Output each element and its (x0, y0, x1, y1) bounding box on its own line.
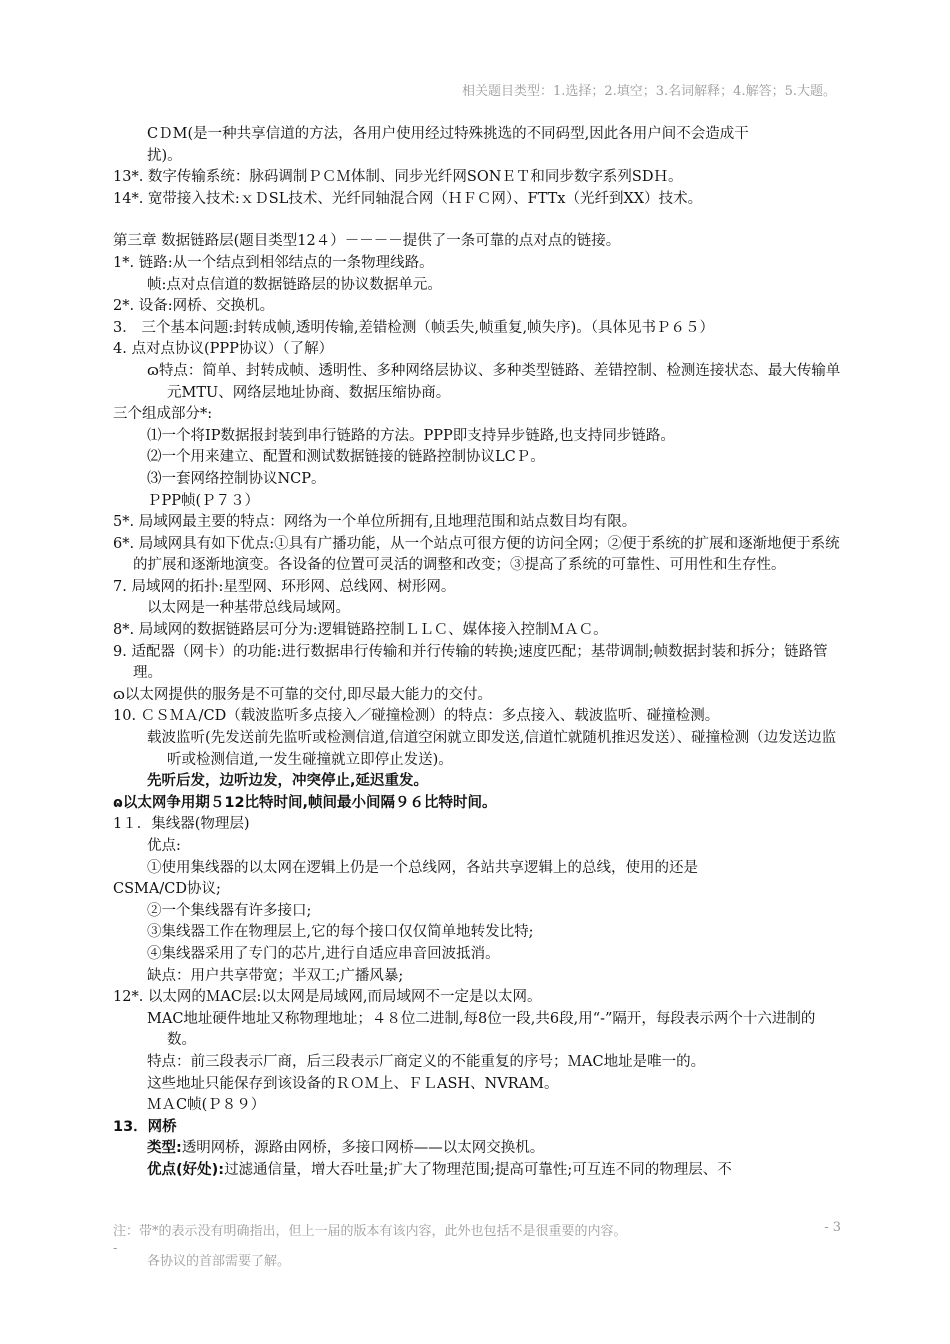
page-header: 相关题目类型：1.选择；2.填空；3.名词解释；4.解答；5.大题。 (461, 84, 836, 99)
bold-lead: 类型: (147, 1140, 182, 1157)
text-line: 12*. 以太网的ＭAC层:以太网是局域网,而局域网不一定是以太网。 (113, 989, 542, 1006)
text-line: ⑶一套网络控制协议NCP。 (147, 470, 326, 487)
text-line: ④集线器采用了专门的芯片,进行自适应串音回波抵消。 (147, 945, 500, 962)
text-line (113, 1138, 841, 1160)
text-line: ɷ以太网争用期５12比特时间,帧间最小间隔９６比特时间。 (113, 794, 497, 811)
text-line: 13．网桥 (113, 1118, 177, 1135)
text-line: 缺点：用户共享带宽；半双工;广播风暴; (147, 967, 404, 984)
text-line: 帧:点对点信道的数据链路层的协议数据单元。 (147, 276, 442, 293)
line-text: 透明网桥，源路由网桥，多接口网桥——以太网交换机。 (181, 1140, 545, 1157)
text-line: 9. 适配器（网卡）的功能:进行数据串行传输和并行传输的转换;速度匹配；基带调制;帧数据封装和拆分；链路管理。 (113, 643, 828, 682)
text-line: 10. ＣＳＭＡ/CD（载波监听多点接入／碰撞检测）的特点：多点接入、载波监听、碰撞检测。 (113, 708, 720, 725)
text-line: ①使用集线器的以太网在逻辑上仍是一个总线网，各站共享逻辑上的总线，使用的还是 (147, 859, 698, 876)
text-line: 3． 三个基本问题:封转成帧,透明传输,差错检测（帧丢失,帧重复,帧失序)。（具体见书Ｐ６５） (113, 319, 715, 336)
text-line: 先听后发，边听边发，冲突停止,延迟重发。 (147, 773, 429, 790)
text-line: 2*. 设备:网桥、交换机。 (113, 298, 275, 315)
text-line: 1*. 链路:从一个结点到相邻结点的一条物理线路。 (113, 254, 434, 271)
text-line: 8*. 局域网的数据链路层可分为:逻辑链路控制ＬＬＣ、媒体接入控制ＭＡＣ。 (113, 622, 608, 639)
line-text: 过滤通信量，增大吞吐量;扩大了物理范围;提高可靠性;可互连不同的物理层、不 (224, 1161, 732, 1178)
text-line: 4. 点对点协议(PPP协议）（了解） (113, 341, 334, 358)
text-line: 5*. 局域网最主要的特点：网络为一个单位所拥有,且地理范围和站点数目均有限。 (113, 514, 637, 531)
text-line: 这些地址只能保存到该设备的ＲＯＭ上、ＦＬASH、NVRAM。 (147, 1075, 559, 1092)
footnote-secondary: 各协议的首部需要了解。 (147, 1254, 291, 1269)
text-line: 载波监听(先发送前先监听或检测信道,信道空闲就立即发送,信道忙就随机推迟发送）、碰撞检测（边发送边监听或检测信道,一发生碰撞就立即停止发送)。 (147, 730, 837, 768)
text-line: 扰)。 (147, 147, 182, 164)
bold-lead: 优点(好处): (147, 1161, 225, 1178)
text-line: ③集线器工作在物理层上,它的每个接口仅仅简单地转发比特; (147, 924, 534, 941)
text-line: ɷ特点：简单、封转成帧、透明性、多种网络层协议、多种类型链路、差错控制、检测连接状态、最大传输单元MTU、网络层地址协商、数据压缩协商。 (147, 362, 841, 401)
page-number: - 3 (824, 1220, 841, 1235)
text-line: ＰPP帧(Ｐ７３） (147, 492, 260, 509)
footer-dash: - (113, 1241, 118, 1256)
text-line: ɷ以太网提供的服务是不可靠的交付,即尽最大能力的交付。 (113, 686, 493, 703)
text-line: ⑵一个用来建立、配置和测试数据链接的链路控制协议LCＰ。 (147, 449, 545, 466)
text-line: 13*. 数字传输系统：脉码调制ＰＣＭ体制、同步光纤网SONＥＴ和同步数字系列SDＨ。 (113, 169, 683, 186)
text-line (113, 1160, 841, 1182)
text-line: 三个组成部分*: (113, 406, 213, 423)
text-line: ＭＡC帧(Ｐ８９） (147, 1097, 266, 1114)
text-line: 以太网是一种基带总线局域网。 (147, 600, 350, 617)
text-line: ②一个集线器有许多接口; (147, 902, 312, 919)
spacer (113, 210, 841, 231)
text-line: CSMA/CD协议; (113, 881, 221, 898)
text-line: 优点: (147, 838, 181, 854)
text-line: 第三章 数据链路层(题目类型12４）－－－－提供了一条可靠的点对点的链接。 (113, 233, 621, 250)
text-line: 特点：前三段表示厂商，后三段表示厂商定义的不能重复的序号；ＭAC地址是唯一的。 (147, 1053, 706, 1070)
text-line: 6*. 局域网具有如下优点:①具有广播功能，从一个站点可很方便的访问全网；②便于系统的扩展和逐渐地便于系统的扩展和逐渐地演变。各设备的位置可灵活的调整和改变；③提高了系统的可靠性、可用性和生存性。 (113, 535, 840, 574)
text-line: 7. 局域网的拓扑:星型网、环形网、总线网、树形网。 (113, 578, 456, 595)
footnote (113, 1220, 841, 1239)
text-line: MAC地址硬件地址又称物理地址；４８位二进制,每8位一段,共6段,用“-”隔开，每段表示两个十六进制的数。 (147, 1010, 816, 1049)
document-body (113, 124, 841, 1182)
text-line: 1１．集线器(物理层) (113, 816, 250, 833)
footnote-text: 注：带*的表示没有明确指出，但上一届的版本有该内容，此外也包括不是很重要的内容。 (113, 1224, 627, 1239)
text-line: ⑴一个将IP数据报封装到串行链路的方法。PPP即支持异步链路,也支持同步链路。 (147, 427, 675, 444)
text-line: CＤM(是一种共享信道的方法，各用户使用经过特殊挑选的不同码型,因此各用户间不会造成干 (147, 126, 749, 142)
text-line: 14*. 宽带接入技术:ｘＤSL技术、光纤同轴混合网（ＨＦＣ网）、FTTx（光纤到XX）技术。 (113, 190, 703, 207)
